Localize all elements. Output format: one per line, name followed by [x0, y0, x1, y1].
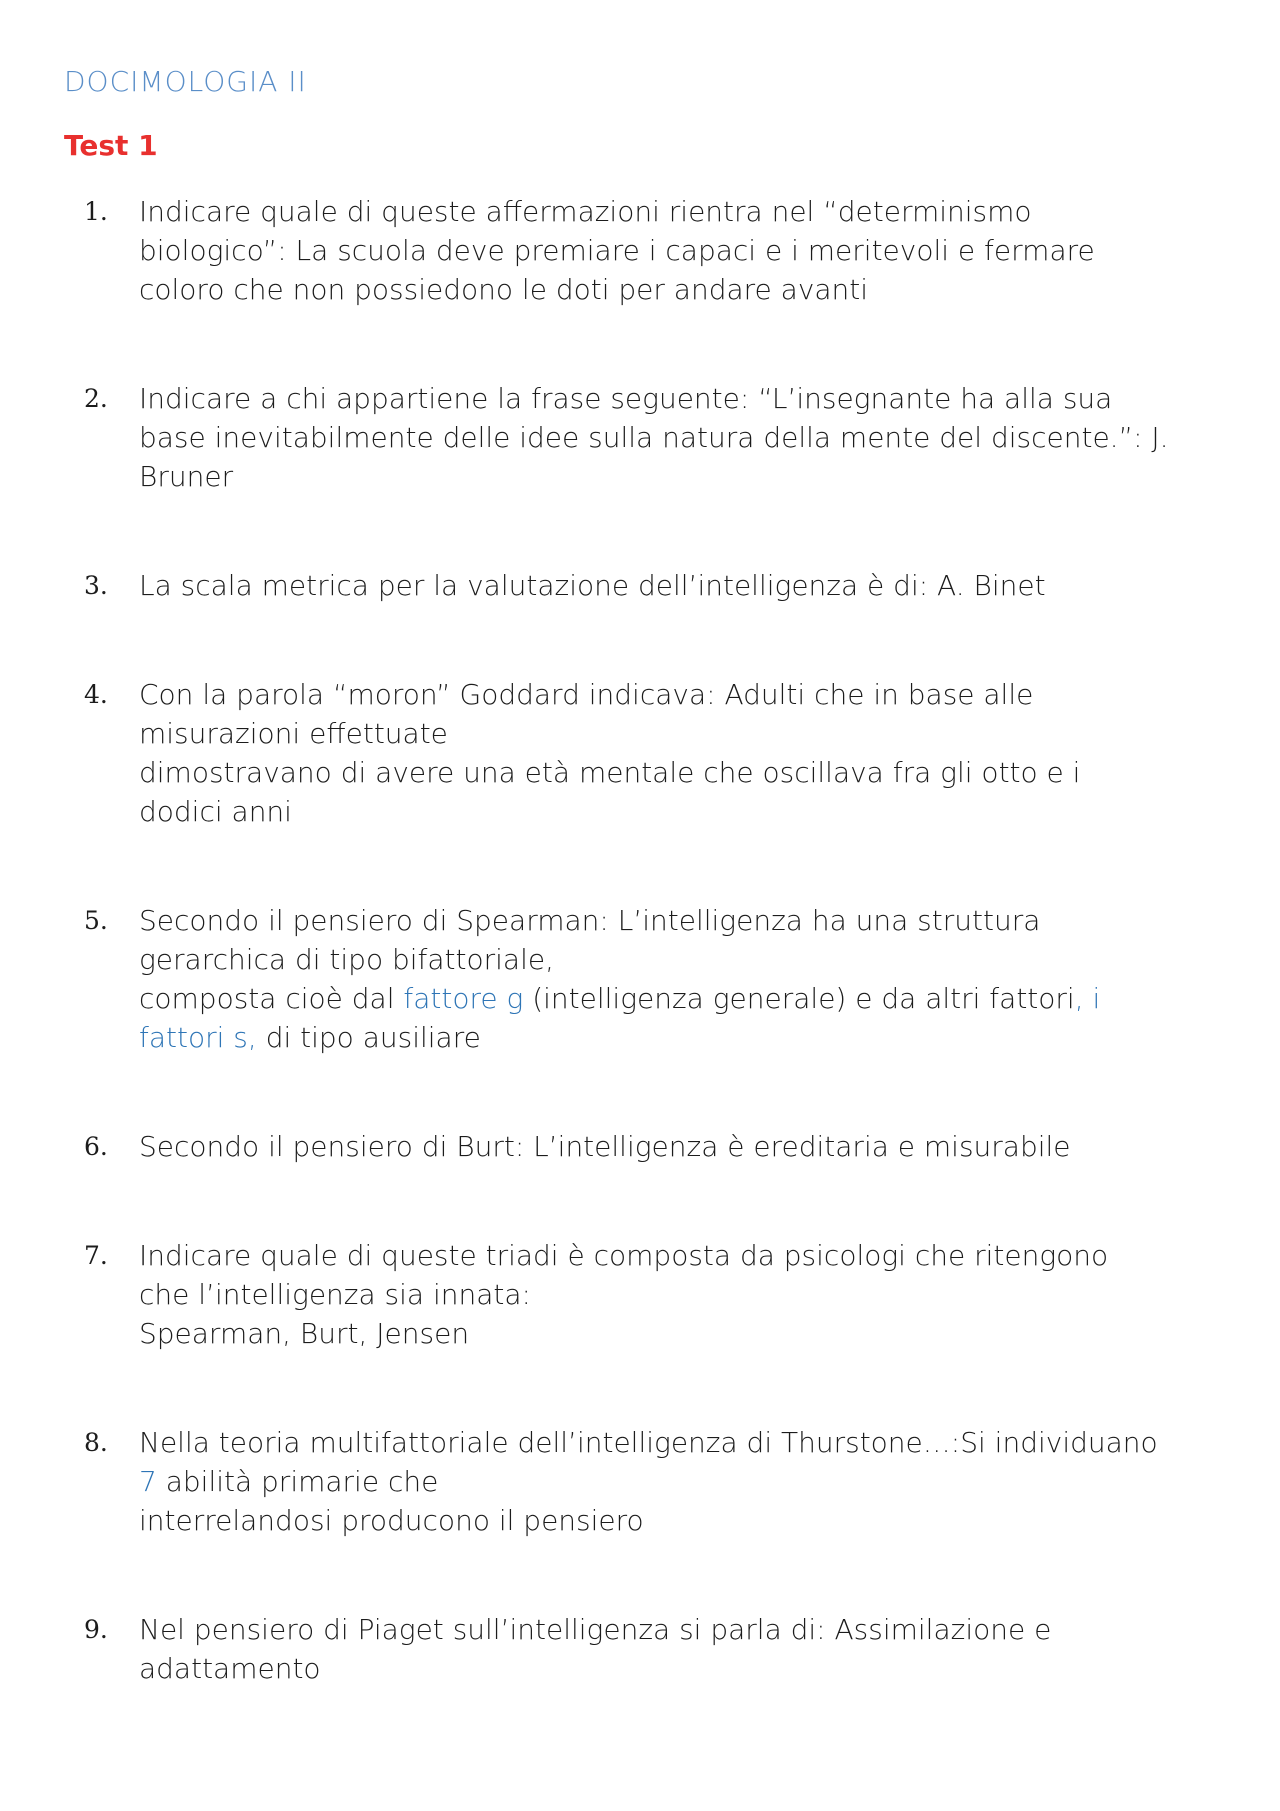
question-line: dimostravano di avere una età mentale che oscillava fra gli otto e i — [139, 756, 1081, 789]
question-number: 2. — [84, 384, 108, 413]
question-line: Con la parola “moron” Goddard indicava: Adulti che in base alle — [139, 678, 1034, 711]
question-line: Nella teoria multifattoriale dell’intelligenza di Thurstone…:Si individuano — [139, 1426, 1158, 1459]
question-line: Spearman, Burt, Jensen — [139, 1317, 470, 1350]
question-line: Bruner — [139, 460, 234, 493]
question-line: coloro che non possiedono le doti per andare avanti — [139, 273, 869, 306]
question-number: 9. — [84, 1615, 108, 1644]
question-line: che l’intelligenza sia innata: — [139, 1278, 531, 1311]
question-line: Secondo il pensiero di Burt: L’intelligenza è ereditaria e misurabile — [139, 1130, 1071, 1163]
test-title: Test 1 — [64, 129, 158, 162]
text-segment: di tipo ausiliare — [256, 1021, 481, 1054]
question-line — [139, 1018, 1234, 1057]
question-line: interrelandosi producono il pensiero — [139, 1504, 644, 1537]
highlighted-term: fattore g — [403, 982, 524, 1015]
question-line: Indicare a chi appartiene la frase seguente: “L’insegnante ha alla sua — [139, 382, 1113, 415]
question-text — [139, 192, 1234, 309]
question-line: base inevitabilmente delle idee sulla natura della mente del discente.”: J. — [139, 421, 1169, 454]
question-line: misurazioni effettuate — [139, 717, 448, 750]
question-line: La scala metrica per la valutazione dell’intelligenza è di: A. Binet — [139, 569, 1046, 602]
question-text — [139, 1610, 1234, 1688]
question-number: 3. — [84, 571, 108, 600]
question-line: Indicare quale di queste triadi è composta da psicologi che ritengono — [139, 1239, 1109, 1272]
question-line: gerarchica di tipo bifattoriale, — [139, 943, 554, 976]
question-text — [139, 901, 1234, 1057]
question-number: 8. — [84, 1428, 108, 1457]
question-number: 5. — [84, 906, 108, 935]
highlighted-term: , i — [1074, 982, 1101, 1015]
document-title: DOCIMOLOGIA II — [64, 65, 307, 98]
question-line: biologico”: La scuola deve premiare i capaci e i meritevoli e fermare — [139, 234, 1095, 267]
question-text — [139, 1423, 1234, 1540]
question-line: dodici anni — [139, 795, 292, 828]
question-line — [139, 979, 1234, 1018]
highlighted-term: fattori s, — [139, 1021, 257, 1054]
question-text — [139, 1236, 1234, 1353]
question-line: Nel pensiero di Piaget sull’intelligenza si parla di: Assimilazione e — [139, 1613, 1052, 1646]
question-line: Indicare quale di queste affermazioni rientra nel “determinismo — [139, 195, 1032, 228]
question-text — [139, 675, 1234, 831]
text-segment: (intelligenza generale) e da altri fattori — [523, 982, 1075, 1015]
question-text — [139, 1127, 1234, 1166]
highlighted-term: 7 — [139, 1465, 157, 1498]
question-number: 7. — [84, 1241, 108, 1270]
question-line: adattamento — [139, 1652, 321, 1685]
question-number: 4. — [84, 680, 108, 709]
question-line: Secondo il pensiero di Spearman: L’intelligenza ha una struttura — [139, 904, 1041, 937]
question-text — [139, 566, 1234, 605]
text-segment: composta cioè dal — [139, 982, 404, 1015]
text-segment: abilità primarie che — [156, 1465, 439, 1498]
question-text — [139, 379, 1234, 496]
question-line — [139, 1462, 1234, 1501]
question-number: 1. — [84, 197, 108, 226]
question-number: 6. — [84, 1132, 108, 1161]
